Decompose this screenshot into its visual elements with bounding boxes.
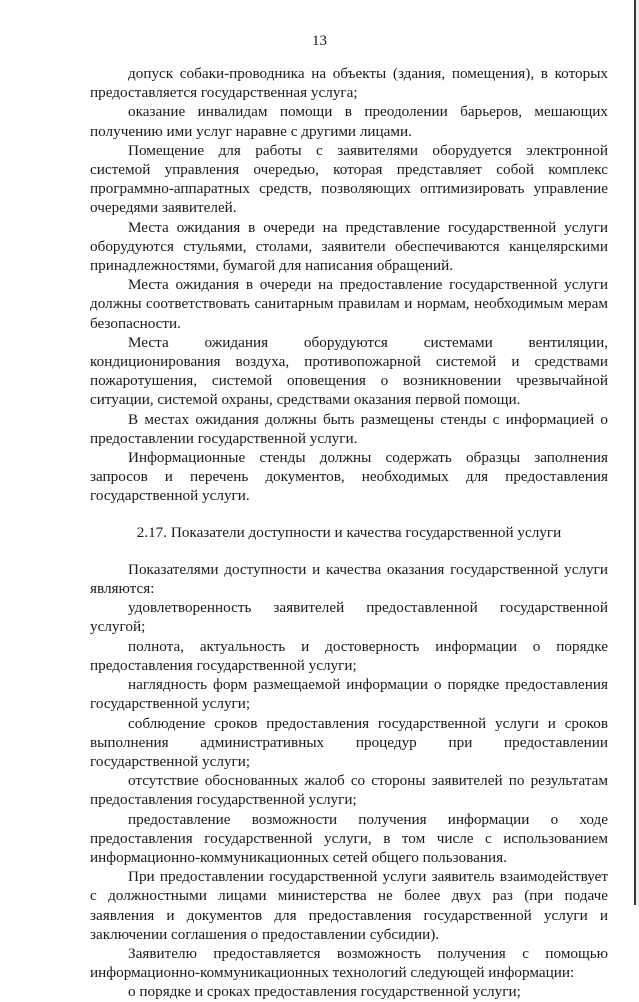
paragraph: Информационные стенды должны содержать образцы заполнения запросов и перечень документов, необходимых для предоставления государственной услуги.: [90, 449, 608, 505]
list-item: полнота, актуальность и достоверность информации о порядке предоставления государственной услуги;: [90, 637, 608, 674]
list-item: наглядность форм размещаемой информации о порядке предоставления государственной услуги;: [90, 676, 608, 713]
document-body: [90, 64, 608, 1002]
paragraph: В местах ожидания должны быть размещены стенды с информацией о предоставлении государственной услуги.: [90, 410, 608, 447]
paragraph: оказание инвалидам помощи в преодолении барьеров, мешающих получению ими услуг наравне с другими лицами.: [90, 103, 608, 140]
section-heading: 2.17. Показатели доступности и качества государственной услуги: [136, 523, 562, 541]
paragraph: Помещение для работы с заявителями оборудуется электронной системой управления очередью, которая представляет собой комплекс программно-аппаратных средств, позволяющих оптимизировать управление очередями заявителей.: [90, 141, 608, 217]
list-item: предоставление возможности получения информации о ходе предоставления государственной услуги, в том числе с использованием информационно-коммуникационных сетей общего пользования.: [90, 810, 608, 866]
paragraph: Места ожидания оборудуются системами вентиляции, кондиционирования воздуха, противопожарной системой и средствами пожаротушения, системой оповещения о возникновении чрезвычайной ситуации, системой охраны, средствами оказания первой помощи.: [90, 333, 608, 409]
list-item: о порядке и сроках предоставления государственной услуги;: [128, 983, 521, 1001]
paragraph: При предоставлении государственной услуги заявитель взаимодействует с должностными лицами министерства не более двух раз (при подаче заявления и документов для предоставления государственной услуги и заключении соглашения о предоставлении субсидии).: [90, 868, 608, 943]
list-item: отсутствие обоснованных жалоб со стороны заявителей по результатам предоставления государственной услуги;: [90, 772, 608, 809]
paragraph: Показателями доступности и качества оказания государственной услуги являются:: [90, 560, 608, 598]
paragraph: Заявителю предоставляется возможность получения с помощью информационно-коммуникационных технологий следующей информации:: [90, 944, 608, 982]
page-number: 13: [312, 33, 327, 49]
list-item: удовлетворенность заявителей предоставленной государственной услугой;: [90, 599, 608, 636]
paragraph: Места ожидания в очереди на представление государственной услуги оборудуются стульями, столами, заявители обеспечиваются канцелярскими принадлежностями, бумагой для написания обращений.: [90, 218, 608, 275]
paragraph: допуск собаки-проводника на объекты (здания, помещения), в которых предоставляется государственная услуга;: [90, 65, 608, 102]
paragraph: Места ожидания в очереди на предоставление государственной услуги должны соответствовать санитарным правилам и нормам, необходимым мерам безопасности.: [90, 276, 608, 332]
list-item: соблюдение сроков предоставления государственной услуги и сроков выполнения административных процедур при предоставлении государственной услуги;: [90, 714, 608, 770]
page-edge-line: [634, 0, 636, 905]
